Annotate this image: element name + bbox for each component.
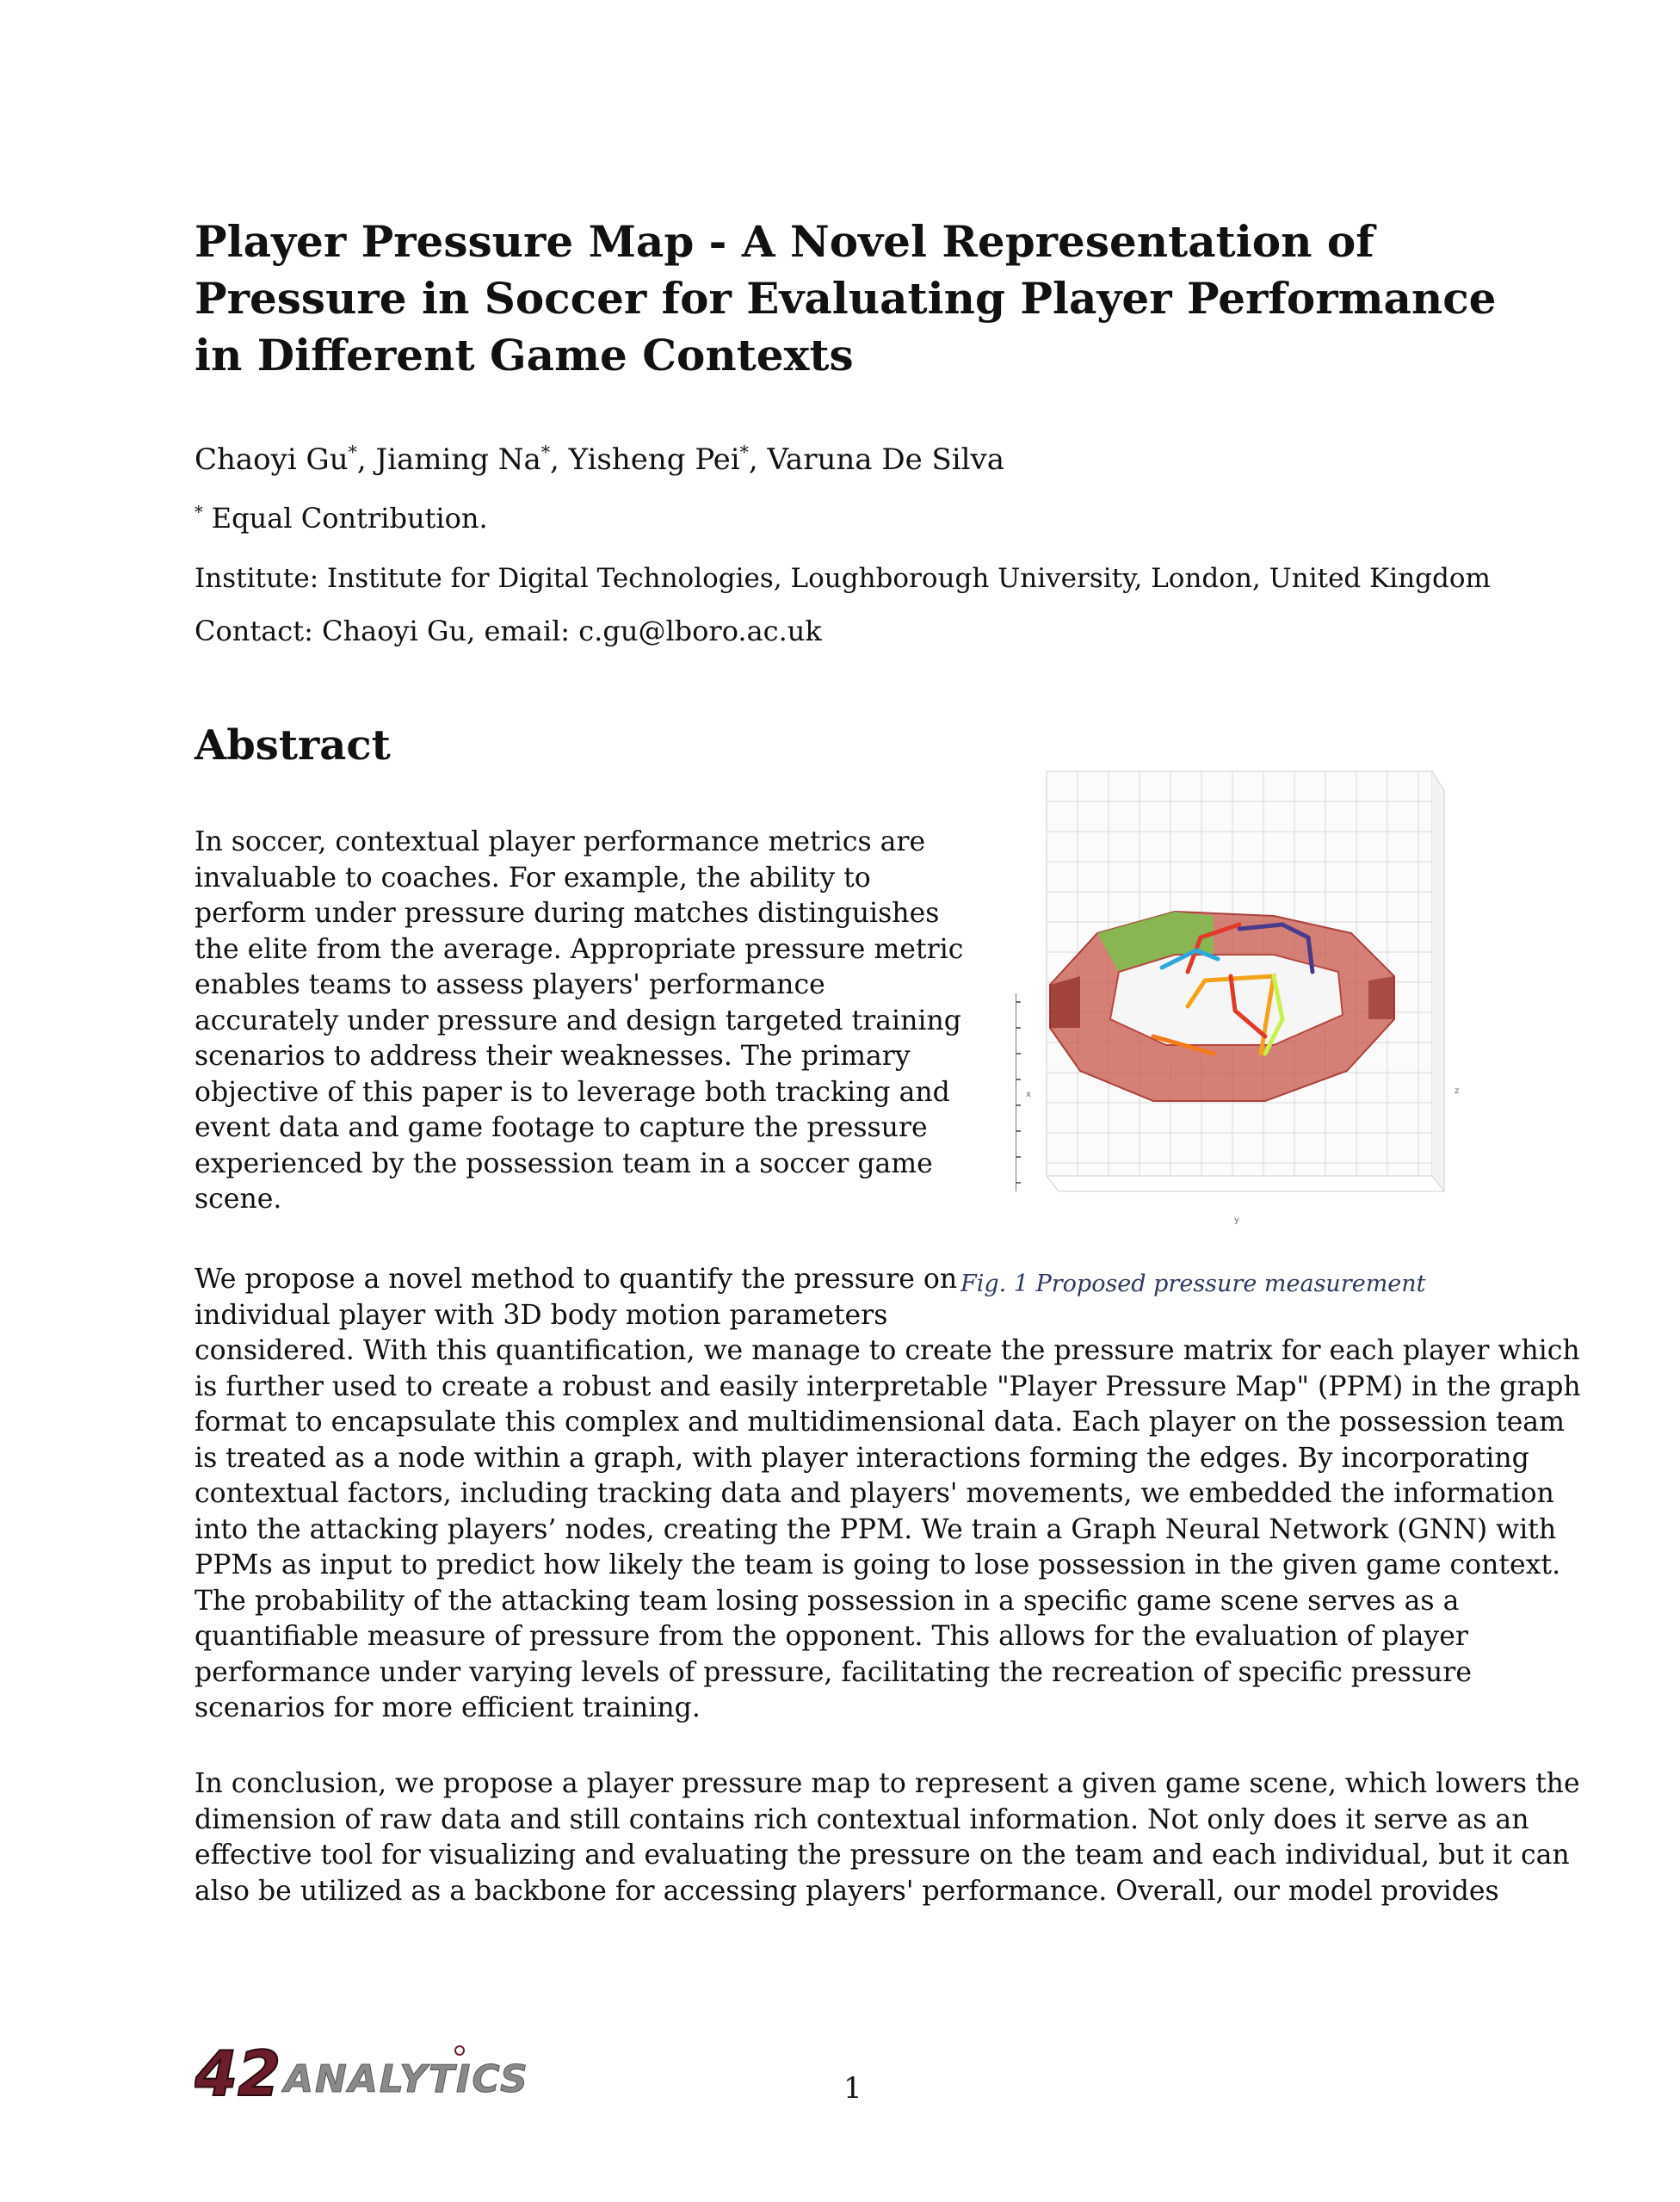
text-line: scenarios for more efficient training. bbox=[195, 1692, 701, 1723]
text-line: In conclusion, we propose a player pressure map to represent a given game scene, which lowers the bbox=[195, 1768, 1580, 1799]
figure-caption: Fig. 1 Proposed pressure measurement bbox=[960, 1271, 1426, 1297]
logo-number: 42 bbox=[195, 2038, 281, 2107]
abstract-heading: Abstract bbox=[195, 721, 391, 770]
equal-contribution-mark: * bbox=[195, 502, 203, 523]
text-line: objective of this paper is to leverage both tracking and bbox=[195, 1076, 950, 1108]
text-line: is treated as a node within a graph, with player interactions forming the edges. By incorporating bbox=[195, 1442, 1529, 1474]
text-line: event data and game footage to capture the pressure bbox=[195, 1112, 928, 1143]
text-line: individual player with 3D body motion parameters bbox=[195, 1299, 888, 1331]
author-list: Chaoyi Gu*, Jiaming Na*, Yisheng Pei*, Varuna De Silva bbox=[195, 442, 1005, 477]
author-name: Varuna De Silva bbox=[767, 442, 1005, 477]
abstract-paragraph-1 bbox=[195, 825, 963, 1218]
axis-label-y: y bbox=[1234, 1215, 1239, 1225]
text-line: contextual factors, including tracking data and players' movements, we embedded the information bbox=[195, 1478, 1554, 1509]
text-line: invaluable to coaches. For example, the ability to bbox=[195, 862, 871, 894]
author-name: Chaoyi Gu bbox=[195, 442, 349, 477]
author-name: Jiaming Na bbox=[375, 442, 541, 477]
42-analytics-logo bbox=[195, 2038, 565, 2107]
text-line: is further used to create a robust and easily interpretable "Player Pressure Map" (PPM) in the graph bbox=[195, 1370, 1581, 1402]
text-line: quantifiable measure of pressure from the opponent. This allows for the evaluation of player bbox=[195, 1621, 1468, 1652]
author-name: Yisheng Pei bbox=[568, 442, 740, 477]
abstract-paragraph-2 bbox=[195, 1262, 1581, 1727]
pressure-ring bbox=[1050, 912, 1394, 1101]
equal-contribution-mark: * bbox=[739, 442, 749, 463]
text-line: perform under pressure during matches distinguishes bbox=[195, 898, 940, 929]
abstract-paragraph-3 bbox=[195, 1766, 1580, 1909]
text-line: PPMs as input to predict how likely the team is going to lose possession in the given game context. bbox=[195, 1549, 1561, 1580]
axis-label-z: z bbox=[1455, 1086, 1460, 1096]
equal-contribution-text: Equal Contribution. bbox=[202, 502, 488, 535]
equal-contribution-mark: * bbox=[348, 442, 357, 463]
institute-line: Institute: Institute for Digital Technologies, Loughborough University, London, United Kingdom bbox=[195, 563, 1491, 594]
text-line: In soccer, contextual player performance metrics are bbox=[195, 826, 926, 857]
text-line: dimension of raw data and still contains rich contextual information. Not only does it serve as an bbox=[195, 1803, 1529, 1835]
text-line: accurately under pressure and design targeted training bbox=[195, 1005, 961, 1036]
text-line: considered. With this quantification, we manage to create the pressure matrix for each player which bbox=[195, 1335, 1580, 1366]
equal-contribution-note bbox=[195, 501, 488, 535]
text-line: scene. bbox=[195, 1184, 282, 1215]
axis-ticks bbox=[1016, 993, 1021, 1191]
contact-line: Contact: Chaoyi Gu, email: c.gu@lboro.ac.uk bbox=[195, 615, 822, 647]
logo-dot-icon bbox=[455, 2046, 464, 2055]
equal-contribution-mark: * bbox=[540, 442, 551, 463]
text-line: into the attacking players’ nodes, creating the PPM. We train a Graph Neural Network (GNN) with bbox=[195, 1513, 1557, 1545]
text-line: also be utilized as a backbone for accessing players' performance. Overall, our model provides bbox=[195, 1875, 1499, 1907]
paper-title: Player Pressure Map - A Novel Representation of Pressure in Soccer for Evaluating Player Performance in Different Game Contexts bbox=[195, 216, 1497, 380]
text-line: We propose a novel method to quantify the pressure on bbox=[195, 1264, 958, 1295]
text-line: the elite from the average. Appropriate pressure metric bbox=[195, 933, 964, 965]
logo-word: ANALYTICS bbox=[284, 2057, 529, 2101]
page-number: 1 bbox=[843, 2071, 862, 2106]
text-line: The probability of the attacking team losing possession in a specific game scene serves as a bbox=[195, 1585, 1460, 1617]
text-line: enables teams to assess players' performance bbox=[195, 969, 825, 1000]
text-line: format to encapsulate this complex and multidimensional data. Each player on the possession team bbox=[195, 1407, 1565, 1438]
pressure-measurement-figure bbox=[1016, 761, 1498, 1252]
text-line: scenarios to address their weaknesses. The primary bbox=[195, 1041, 911, 1072]
text-line: effective tool for visualizing and evaluating the pressure on the team and each individual, but it can bbox=[195, 1840, 1570, 1871]
axis-label-x: x bbox=[1026, 1090, 1031, 1099]
text-line: experienced by the possession team in a soccer game bbox=[195, 1147, 933, 1179]
text-line: performance under varying levels of pressure, facilitating the recreation of specific pressure bbox=[195, 1656, 1472, 1688]
